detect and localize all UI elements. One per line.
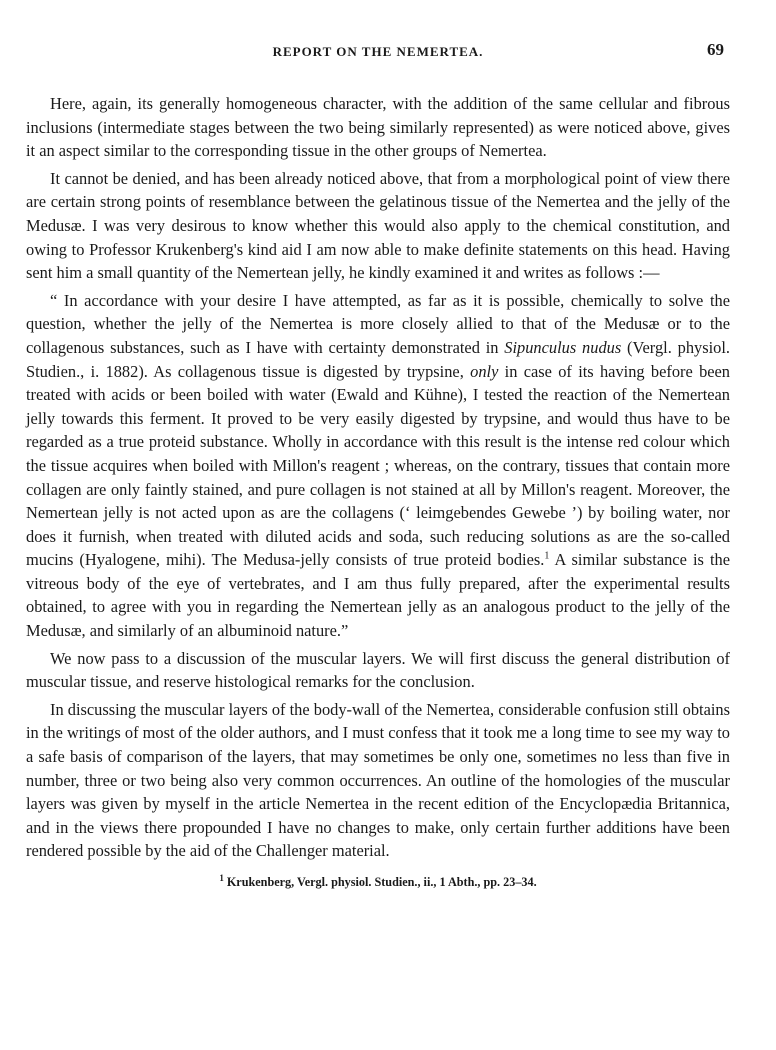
emphasis-only: only bbox=[470, 361, 499, 381]
page bbox=[26, 38, 730, 890]
letter-text-part-4: A similar substance is the vitreous body of the eye of vertebrates, and I am thus fully prepared, after the experimental results obtained, to agree with you in regarding the Nemertean jelly as an analogous product to the jelly of the Medusæ, and similarly of an albuminoid nature.” bbox=[26, 550, 730, 641]
body-text bbox=[26, 92, 730, 863]
letter-text-part-3: in case of its having before been treated with acids or been boiled with water (Ewald and Kühne), I tested the reaction of the Nemertean jelly towards this ferment. It proved to be very easily digested by trypsine, and would thus have to be regarded as a true proteid substance. Wholly in accordance with this result is the intense red colour which the tissue acquires when boiled with Millon's reagent ; whereas, on the contrary, tissues that contain more collagen are only faintly stained, and pure collagen is not stained at all by Millon's reagent. Moreover, the Nemertean jelly is not acted upon as are the collagens (‘ leimgebendes Gewebe ’) by boiling water, nor does it furnish, when treated with diluted acids and soda, such reducing solutions as are the so-called mucins (Hyalogene, mihi). The Medusa-jelly consists of true proteid bodies. bbox=[26, 361, 731, 570]
paragraph-muscular-layers-discussion: In discussing the muscular layers of the body-wall of the Nemertea, considerable confusion still obtains in the writings of most of the older authors, and I must confess that it took me a long time to see my way to a safe basis of comparison of the layers, that may sometimes be only one, sometimes no less than five in number, three or two being also very common occurrences. An outline of the homologies of the muscular layers was given by myself in the article Nemertea in the recent edition of the Encyclopædia Britannica, and in the views there propounded I have no changes to make, only certain further additions have been rendered possible by the aid of the Challenger material. bbox=[26, 699, 730, 861]
letter-text-part-1: “ In accordance with your desire I have attempted, as far as it is possible, chemically to solve the question, whether the jelly of the Nemertea is more closely allied to that of the Medusæ or to the collagenous substances, such as I have with certainty demonstrated in bbox=[26, 290, 730, 357]
paragraph-homogeneous-character: Here, again, its generally homogeneous character, with the addition of the same cellular and fibrous inclusions (intermediate stages between the two being similarly represented) as were noticed above, gives it an aspect similar to the corresponding tissue in the other groups of Nemertea. bbox=[26, 94, 730, 161]
footnote-marker: 1 bbox=[219, 872, 224, 883]
paragraph-krukenberg-letter bbox=[26, 289, 730, 643]
footnote-reference: 1 bbox=[544, 550, 550, 562]
page-number: 69 bbox=[707, 40, 724, 59]
paragraph-resemblance-medusae: It cannot be denied, and has been already noticed above, that from a morphological point of view there are certain strong points of resemblance between the gelatinous tissue of the Nemertea and the jelly of the Medusæ. I was very desirous to know whether this would also apply to the chemical constitution, and owing to Professor Krukenberg's kind aid I am now able to make definite statements on this head. Having sent him a small quantity of the Nemertean jelly, he kindly examined it and writes as follows :— bbox=[26, 168, 730, 283]
footnote-text: Krukenberg, Vergl. physiol. Studien., ii., 1 Abth., pp. 23–34. bbox=[226, 875, 537, 889]
running-header bbox=[26, 38, 730, 64]
paragraph-muscular-layers-intro: We now pass to a discussion of the muscular layers. We will first discuss the general distribution of muscular tissue, and reserve histological remarks for the conclusion. bbox=[26, 648, 730, 692]
species-name-sipunculus: Sipunculus nudus bbox=[504, 337, 622, 357]
letter-text-part-2: (Vergl. physiol. Studien., i. 1882). As collagenous tissue is digested by trypsine, bbox=[26, 337, 730, 381]
running-title: REPORT ON THE NEMERTEA. bbox=[272, 44, 484, 59]
footnote bbox=[26, 872, 730, 890]
